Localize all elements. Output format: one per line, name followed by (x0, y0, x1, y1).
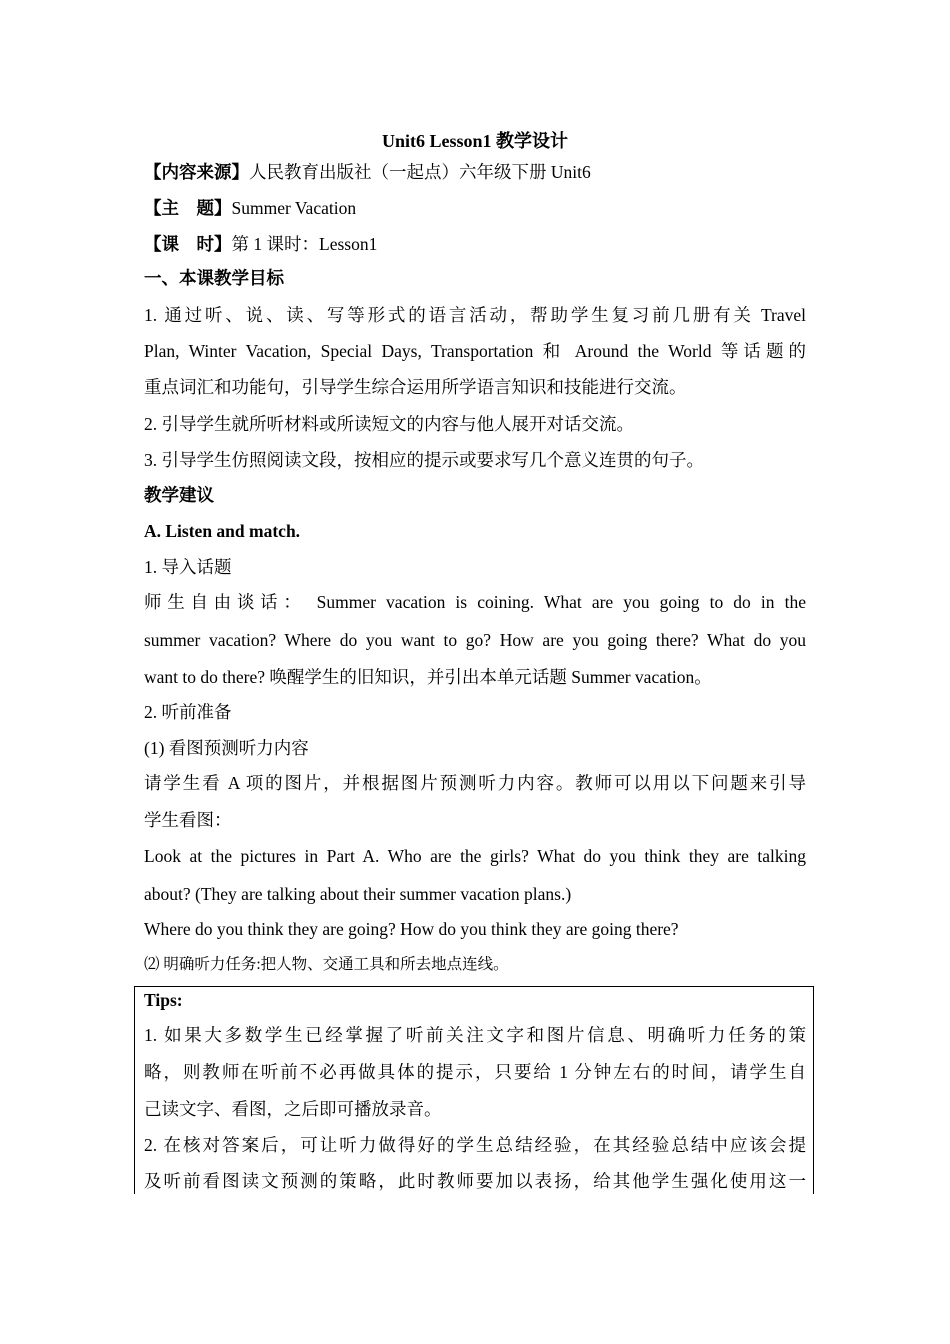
meta-topic-value: Summer Vacation (231, 198, 357, 218)
question-line-3: Where do you think they are going? How do you think they are going there? (144, 919, 679, 939)
meta-period-value: 第 1 课时：Lesson1 (231, 234, 378, 254)
tips-line-1: 1. 如果大多数学生已经掌握了听前关注文字和图片信息、明确听力任务的策 (144, 1025, 806, 1045)
document-title: Unit6 Lesson1 教学设计 (381, 131, 569, 151)
suggestions-heading: 教学建议 (144, 485, 214, 505)
step-2-1-text-line-1: 请学生看 A 项的图片，并根据图片预测听力内容。教师可以用以下问题来引导 (144, 773, 806, 793)
tips-line-4: 2. 在核对答案后，可让听力做得好的学生总结经验，在其经验总结中应该会提 (144, 1135, 806, 1155)
meta-period-label: 【课 时】 (144, 234, 232, 254)
question-line-1: Look at the pictures in Part A. Who are the girls? What do you think they are talking (144, 846, 806, 866)
step-1-text-line-1: 师生自由谈话： Summer vacation is coining. What are you going to do in the (144, 592, 806, 612)
step-2-1-text-line-2: 学生看图： (144, 810, 232, 830)
question-line-2: about? (They are talking about their summer vacation plans.) (144, 884, 572, 904)
objectives-heading: 一、本课教学目标 (144, 268, 284, 288)
meta-topic (144, 200, 806, 218)
meta-source-label: 【内容来源】 (144, 162, 249, 182)
objective-1-line-3: 重点词汇和功能句，引导学生综合运用所学语言知识和技能进行交流。 (144, 377, 687, 397)
part-a-heading: A. Listen and match. (144, 521, 301, 541)
objective-1-line-2: Plan, Winter Vacation, Special Days, Transportation 和 Around the World 等话题的 (144, 341, 806, 361)
meta-topic-label: 【主 题】 (144, 198, 232, 218)
step-1-text-line-3: want to do there? 唤醒学生的旧知识，并引出本单元话题 Summer vacation。 (144, 667, 712, 687)
tips-heading: Tips: (144, 990, 183, 1010)
tips-box (134, 986, 814, 1194)
meta-source-value: 人民教育出版社（一起点）六年级下册 Unit6 (249, 162, 591, 182)
step-2-2-heading: ⑵ 明确听力任务:把人物、交通工具和所去地点连线。 (144, 956, 509, 973)
tips-line-2: 略，则教师在听前不必再做具体的提示，只要给 1 分钟左右的时间，请学生自 (144, 1062, 806, 1082)
objective-1-line-1: 1. 通过听、说、读、写等形式的语言活动，帮助学生复习前几册有关 Travel (144, 305, 806, 325)
step-1-heading: 1. 导入话题 (144, 557, 232, 577)
objective-2: 2. 引导学生就所听材料或所读短文的内容与他人展开对话交流。 (144, 414, 634, 434)
tips-line-3: 己读文字、看图，之后即可播放录音。 (144, 1099, 442, 1119)
step-2-heading: 2. 听前准备 (144, 702, 232, 722)
objective-3: 3. 引导学生仿照阅读文段，按相应的提示或要求写几个意义连贯的句子。 (144, 450, 704, 470)
step-2-1-heading: (1) 看图预测听力内容 (144, 738, 309, 758)
tips-line-5: 及听前看图读文预测的策略，此时教师要加以表扬，给其他学生强化使用这一 (144, 1171, 806, 1191)
meta-period (144, 236, 806, 254)
step-1-text-line-2: summer vacation? Where do you want to go? How are you going there? What do you (144, 630, 806, 650)
meta-source (144, 164, 806, 182)
